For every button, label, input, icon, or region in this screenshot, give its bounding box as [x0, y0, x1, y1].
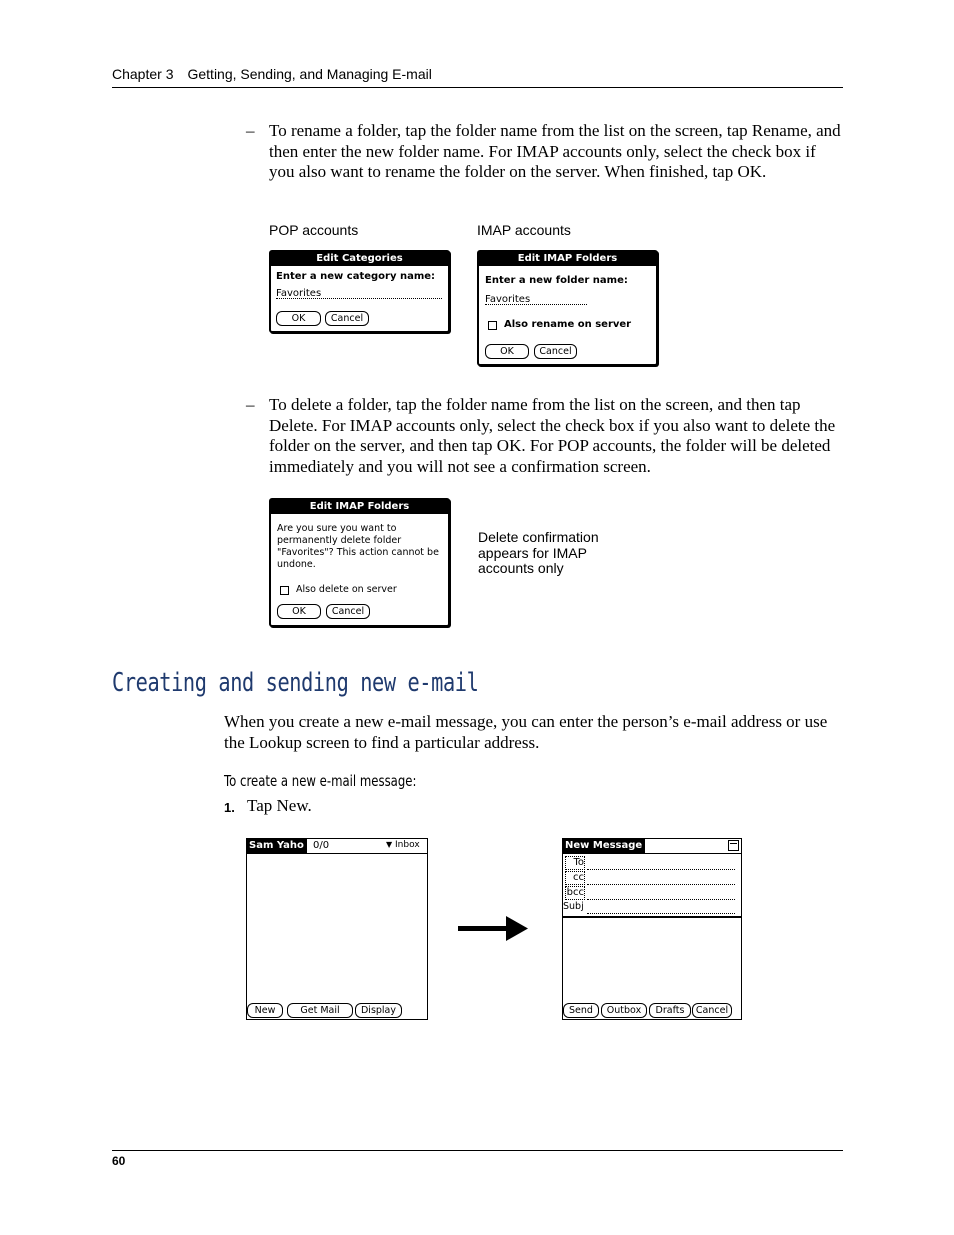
to-field[interactable] [587, 869, 735, 870]
dialog-prompt: Enter a new folder name: [485, 275, 628, 286]
checkbox-label: Also delete on server [296, 584, 397, 595]
pop-rename-dialog [269, 250, 450, 333]
confirm-line-1: Are you sure you want to [277, 523, 397, 534]
title-rule [563, 853, 741, 854]
running-header [112, 66, 432, 82]
section-heading: Creating and sending new e-mail [112, 668, 479, 698]
send-button[interactable]: Send [563, 1003, 599, 1018]
title-rule [247, 853, 427, 854]
cancel-button[interactable]: Cancel [692, 1003, 732, 1018]
field-underline [485, 304, 587, 305]
ok-button[interactable]: OK [485, 344, 529, 359]
caption-line: accounts only [478, 560, 564, 576]
delete-caption [478, 530, 599, 577]
category-name-field[interactable]: Favorites [276, 288, 322, 299]
folder-picker[interactable] [386, 839, 420, 851]
imap-accounts-label: IMAP accounts [477, 222, 571, 238]
display-button[interactable]: Display [355, 1003, 402, 1018]
drafts-button[interactable]: Drafts [649, 1003, 691, 1018]
chapter-title: Getting, Sending, and Managing E-mail [187, 66, 432, 82]
pop-accounts-label: POP accounts [269, 222, 359, 238]
ok-button[interactable]: OK [276, 311, 321, 326]
step-number: 1. [224, 800, 235, 815]
cc-field[interactable] [587, 884, 735, 885]
page-number: 60 [112, 1154, 126, 1168]
rename-on-server-checkbox[interactable] [488, 321, 497, 330]
screen-title: New Message [563, 839, 645, 853]
chapter-label: Chapter 3 [112, 66, 174, 82]
ok-button[interactable]: OK [277, 604, 321, 619]
checkbox-label: Also rename on server [504, 319, 632, 330]
field-underline [276, 298, 442, 299]
dialog-prompt: Enter a new category name: [276, 271, 436, 282]
subject-field-label[interactable]: Subj [563, 901, 584, 912]
cancel-button[interactable]: Cancel [534, 344, 577, 359]
chevron-down-icon: ▼ [386, 840, 393, 849]
menu-icon[interactable] [728, 840, 739, 851]
cancel-button[interactable]: Cancel [325, 311, 369, 326]
outbox-button[interactable]: Outbox [601, 1003, 647, 1018]
arrow-right-icon [458, 914, 530, 944]
new-button[interactable]: New [247, 1003, 283, 1018]
account-name[interactable]: Sam Yaho [247, 839, 307, 853]
procedure-heading: To create a new e-mail message: [224, 772, 417, 790]
bullet-dash: – [246, 121, 255, 140]
caption-line: appears for IMAP [478, 544, 587, 561]
intro-paragraph: When you create a new e-mail message, you can enter the person’s e-mail address or use the Lookup screen to find a particular address. [224, 712, 828, 752]
imap-rename-dialog [477, 250, 658, 366]
body-divider [563, 916, 741, 918]
dialog-title: Edit Categories [271, 252, 448, 266]
delete-confirm-dialog [269, 498, 450, 627]
new-message-screen [562, 838, 742, 1020]
folder-name: Inbox [395, 840, 420, 850]
to-field-label[interactable]: To [565, 856, 585, 870]
header-rule [112, 87, 843, 88]
dialog-title: Edit IMAP Folders [271, 500, 448, 514]
get-mail-button[interactable]: Get Mail [287, 1003, 353, 1018]
dialog-title: Edit IMAP Folders [479, 252, 656, 266]
subject-field[interactable] [587, 913, 735, 914]
caption-line: Delete confirmation [478, 529, 599, 545]
step-text: Tap New. [247, 796, 312, 815]
delete-paragraph: To delete a folder, tap the folder name from the list on the screen, and then tap Delete. For IMAP accounts only, select the check box if you also want to delete the folder on the server, and then tap OK. For POP accounts, the folder will be deleted immediately and you will not see a confirmation screen. [269, 395, 836, 476]
rename-paragraph: To rename a folder, tap the folder name from the list on the screen, tap Rename, and then enter the new folder name. For IMAP accounts only, select the check box if you also want to rename the folder on the server. When finished, tap OK. [269, 121, 841, 181]
footer-rule [112, 1150, 843, 1151]
confirm-line-2: permanently delete folder [277, 535, 402, 546]
inbox-screen [246, 838, 428, 1020]
cancel-button[interactable]: Cancel [326, 604, 370, 619]
confirm-line-4: undone. [277, 559, 316, 570]
message-count: 0/0 [313, 840, 330, 851]
cc-field-label[interactable]: cc [565, 871, 585, 885]
bullet-dash: – [246, 395, 255, 414]
delete-on-server-checkbox[interactable] [280, 586, 289, 595]
folder-name-field[interactable]: Favorites [485, 294, 531, 305]
bcc-field-label[interactable]: bcc [566, 887, 584, 898]
confirm-line-3: "Favorites"? This action cannot be [277, 547, 439, 558]
bcc-field[interactable] [587, 899, 735, 900]
